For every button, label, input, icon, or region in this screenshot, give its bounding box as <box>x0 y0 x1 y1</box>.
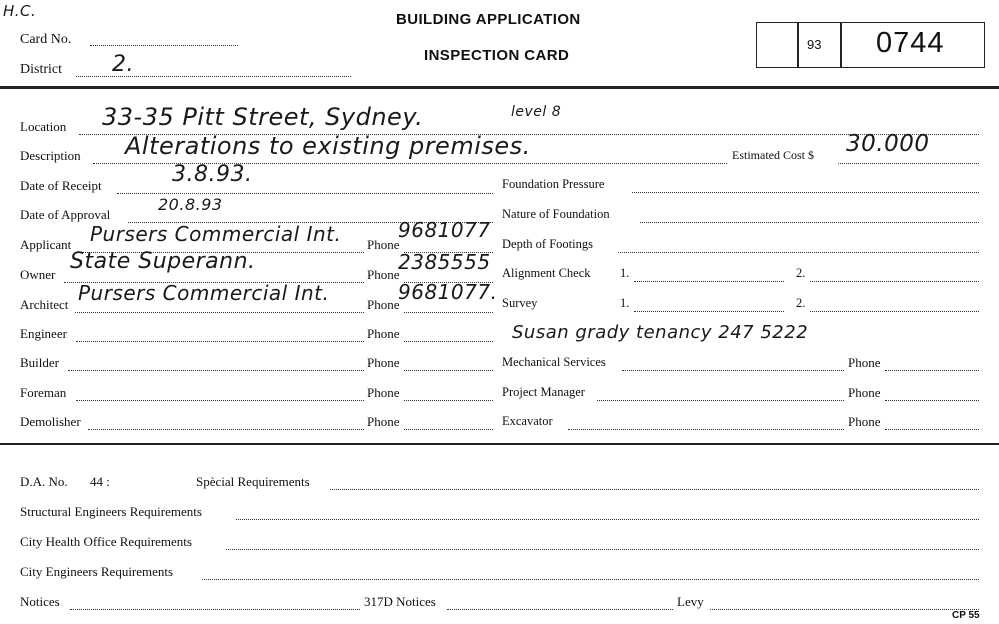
engineers-requirements-line <box>202 579 979 580</box>
alignment-check-num1: 1. <box>620 266 630 280</box>
excavator-label: Excavator <box>502 414 553 428</box>
excavator-phone-label: Phone <box>848 414 881 429</box>
nature-foundation-line <box>640 222 979 223</box>
owner-phone-label: Phone <box>367 267 400 282</box>
foreman-label: Foreman <box>20 385 67 400</box>
special-requirements-label: Spècial Requirements <box>196 474 310 489</box>
depth-footings-label: Depth of Footings <box>502 237 593 251</box>
levy-line <box>710 609 979 610</box>
date-approval-value: 20.8.93 <box>158 195 223 214</box>
da-no-value: 44 : <box>90 474 110 489</box>
middle-rule <box>0 443 999 445</box>
da-no-label: D.A. No. <box>20 474 68 489</box>
engineer-phone-label: Phone <box>367 326 400 341</box>
project-manager-phone-label: Phone <box>848 385 881 400</box>
builder-phone-line <box>404 370 493 371</box>
applicant-phone-label: Phone <box>367 237 400 252</box>
owner-label: Owner <box>20 267 56 282</box>
architect-line <box>75 312 364 313</box>
builder-line <box>68 370 364 371</box>
builder-phone-label: Phone <box>367 355 400 370</box>
depth-footings-line <box>618 252 979 253</box>
architect-phone-label: Phone <box>367 297 400 312</box>
foundation-pressure-label: Foundation Pressure <box>502 177 605 191</box>
mechanical-phone-line <box>885 370 979 371</box>
foreman-phone-line <box>404 400 493 401</box>
project-manager-line <box>597 400 844 401</box>
structural-requirements-line <box>236 519 979 520</box>
location-value: 33-35 Pitt Street, Sydney. <box>102 103 424 131</box>
alignment-check-num2: 2. <box>796 266 806 280</box>
architect-phone-value: 9681077. <box>398 280 498 304</box>
form-code: CP 55 <box>952 610 980 621</box>
317d-notices-line <box>447 609 673 610</box>
date-receipt-label: Date of Receipt <box>20 178 102 193</box>
engineer-phone-line <box>404 341 493 342</box>
description-value: Alterations to existing premises. <box>125 132 531 160</box>
foreman-line <box>76 400 364 401</box>
title-line-1: BUILDING APPLICATION <box>396 11 581 28</box>
date-receipt-value: 3.8.93. <box>172 162 253 187</box>
applicant-value: Pursers Commercial Int. <box>90 222 342 246</box>
health-requirements-label: City Health Office Requirements <box>20 534 192 549</box>
health-requirements-line <box>226 549 979 550</box>
foreman-phone-label: Phone <box>367 385 400 400</box>
engineers-requirements-label: City Engineers Requirements <box>20 564 174 579</box>
demolisher-phone-line <box>404 429 493 430</box>
demolisher-phone-label: Phone <box>367 414 400 429</box>
levy-label: Levy <box>677 594 704 609</box>
owner-value: State Superann. <box>70 249 256 274</box>
special-requirements-line <box>330 489 979 490</box>
mechanical-services-line <box>622 370 844 371</box>
box-divider-2 <box>840 22 842 67</box>
mechanical-services-label: Mechanical Services <box>502 355 606 369</box>
box-divider-1 <box>797 22 799 67</box>
excavator-phone-line <box>885 429 979 430</box>
top-rule <box>0 86 999 89</box>
engineer-label: Engineer <box>20 326 67 341</box>
card-no-line <box>90 45 238 46</box>
structural-requirements-label: Structural Engineers Requirements <box>20 504 202 519</box>
survey-line1 <box>634 311 784 312</box>
box-number: 0744 <box>876 27 945 59</box>
card-number-box <box>756 22 985 68</box>
project-manager-label: Project Manager <box>502 385 585 399</box>
owner-phone-value: 2385555 <box>398 250 491 274</box>
survey-line2 <box>810 311 979 312</box>
date-approval-label: Date of Approval <box>20 207 111 222</box>
demolisher-line <box>88 429 364 430</box>
demolisher-label: Demolisher <box>20 414 81 429</box>
architect-label: Architect <box>20 297 69 312</box>
estimated-cost-line <box>838 163 979 164</box>
handwritten-tenancy-note: Susan grady tenancy 247 5222 <box>512 322 809 343</box>
survey-num1: 1. <box>620 296 630 310</box>
date-receipt-line <box>117 193 493 194</box>
district-label: District <box>20 62 62 77</box>
box-year: 93 <box>807 37 822 52</box>
applicant-label: Applicant <box>20 237 72 252</box>
nature-foundation-label: Nature of Foundation <box>502 207 610 221</box>
builder-label: Builder <box>20 355 59 370</box>
title-line-2: INSPECTION CARD <box>424 47 570 64</box>
notices-label: Notices <box>20 594 60 609</box>
handwritten-corner-note: H.C. <box>3 2 37 20</box>
district-value: 2. <box>112 52 134 77</box>
survey-label: Survey <box>502 296 538 310</box>
description-label: Description <box>20 148 81 163</box>
architect-phone-line <box>404 312 493 313</box>
survey-num2: 2. <box>796 296 806 310</box>
location-note: level 8 <box>511 104 562 120</box>
location-label: Location <box>20 119 67 134</box>
project-manager-phone-line <box>885 400 979 401</box>
alignment-check-line1 <box>634 281 784 282</box>
alignment-check-label: Alignment Check <box>502 266 591 280</box>
foundation-pressure-line <box>632 192 979 193</box>
notices-line <box>70 609 360 610</box>
excavator-line <box>568 429 844 430</box>
317d-notices-label: 317D Notices <box>364 594 436 609</box>
alignment-check-line2 <box>810 281 979 282</box>
estimated-cost-value: 30.000 <box>846 131 930 157</box>
architect-value: Pursers Commercial Int. <box>78 281 330 305</box>
mechanical-phone-label: Phone <box>848 355 881 370</box>
card-no-label: Card No. <box>20 32 72 47</box>
applicant-phone-value: 9681077 <box>398 218 491 242</box>
estimated-cost-label: Estimated Cost $ <box>732 148 814 162</box>
engineer-line <box>76 341 364 342</box>
